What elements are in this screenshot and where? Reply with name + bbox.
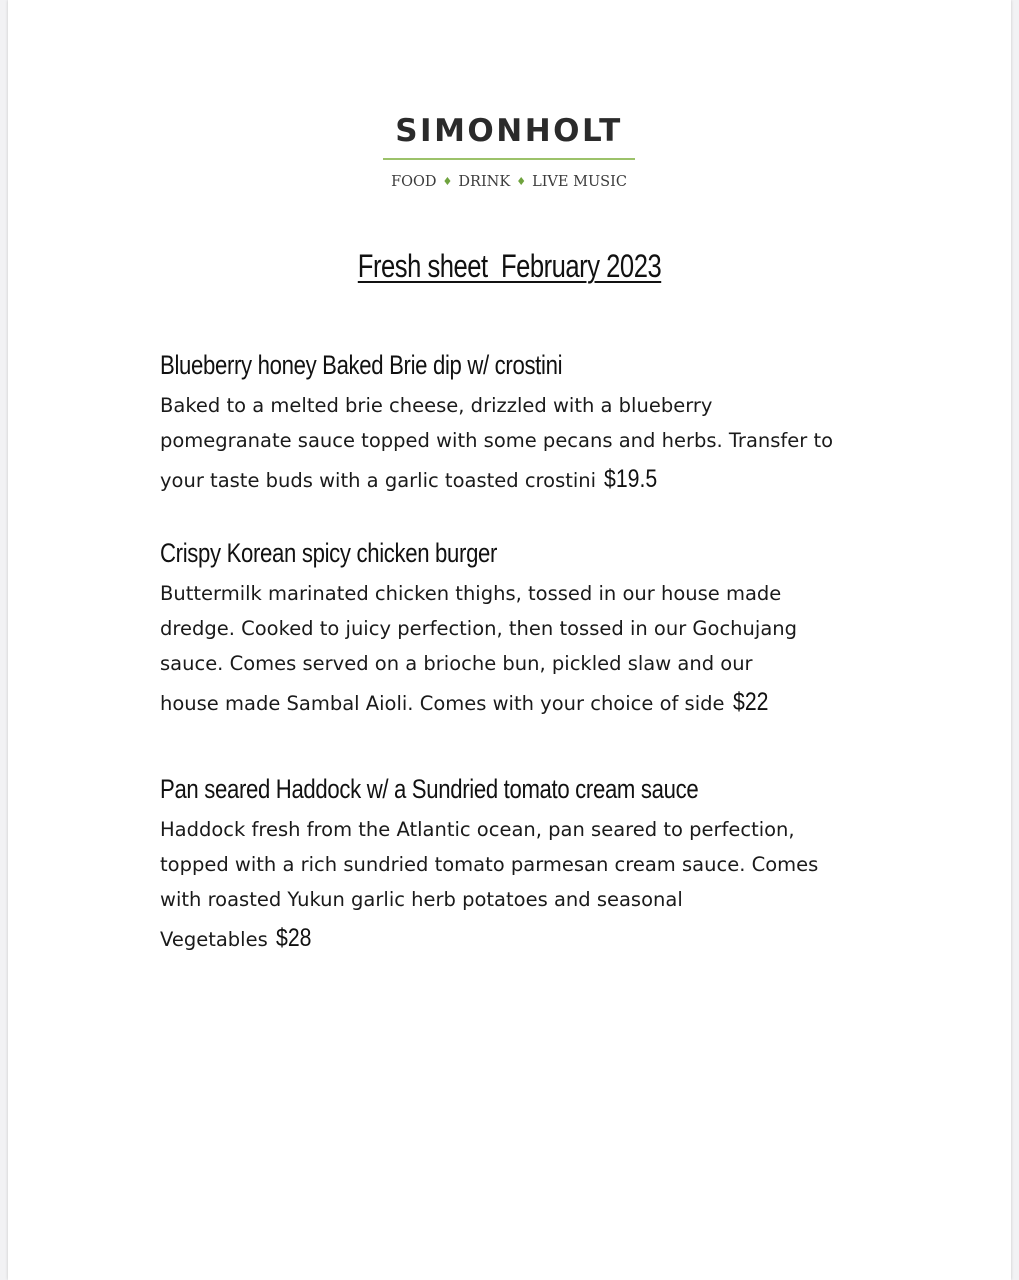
description-line-with-price xyxy=(160,685,880,721)
logo-divider xyxy=(383,158,635,160)
item-price: $22 xyxy=(732,688,768,716)
description-line-with-price xyxy=(160,921,880,957)
item-name: Pan seared Haddock w/ a Sundried tomato cream sauce xyxy=(160,774,699,804)
menu-item xyxy=(160,348,880,498)
tagline-drink: DRINK xyxy=(458,174,511,190)
description-line: with roasted Yukun garlic herb potatoes and seasonal xyxy=(160,888,683,911)
diamond-icon: ♦ xyxy=(516,175,527,188)
item-description xyxy=(160,812,880,957)
diamond-icon: ♦ xyxy=(442,175,453,188)
description-line: dredge. Cooked to juicy perfection, then tossed in our Gochujang xyxy=(160,617,798,640)
description-line: Vegetables xyxy=(160,928,268,951)
description-line-with-price xyxy=(160,462,880,498)
description-line: pomegranate sauce topped with some pecans and herbs. Transfer to xyxy=(160,429,834,452)
item-name: Blueberry honey Baked Brie dip w/ crostini xyxy=(160,350,563,380)
menu-item xyxy=(160,772,880,957)
item-description xyxy=(160,388,880,498)
item-name: Crispy Korean spicy chicken burger xyxy=(160,538,498,568)
sheet-title: Fresh sheet February 2023 xyxy=(357,248,662,284)
tagline-food: FOOD xyxy=(391,174,437,190)
item-description xyxy=(160,576,880,721)
menu-item xyxy=(160,536,880,721)
tagline-live-music: LIVE MUSIC xyxy=(532,174,627,190)
description-line: Haddock fresh from the Atlantic ocean, pan seared to perfection, xyxy=(160,818,795,841)
restaurant-logo xyxy=(382,112,636,192)
description-line: Buttermilk marinated chicken thighs, tossed in our house made xyxy=(160,582,782,605)
description-line: your taste buds with a garlic toasted crostini xyxy=(160,469,597,492)
logo-tagline xyxy=(382,172,636,192)
description-line: sauce. Comes served on a brioche bun, pickled slaw and our xyxy=(160,652,753,675)
description-line: Baked to a melted brie cheese, drizzled with a blueberry xyxy=(160,394,713,417)
logo-name: SIMONHOLT xyxy=(395,113,623,149)
item-price: $28 xyxy=(275,924,312,952)
description-line: house made Sambal Aioli. Comes with your choice of side xyxy=(160,692,725,715)
description-line: topped with a rich sundried tomato parmesan cream sauce. Comes xyxy=(160,853,819,876)
menu-page xyxy=(8,0,1011,1280)
item-price: $19.5 xyxy=(604,465,658,493)
